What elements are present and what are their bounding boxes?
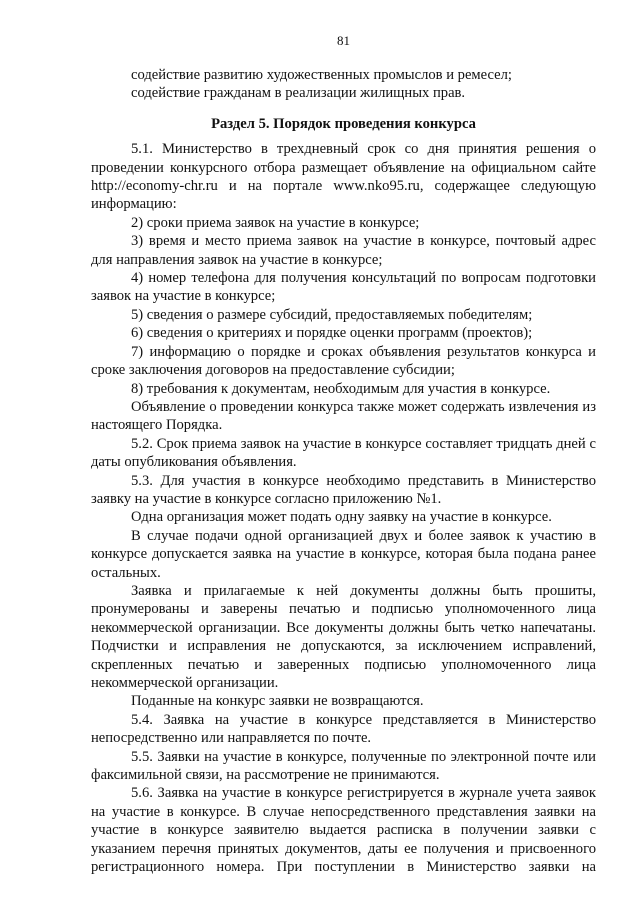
paragraph-not-returned: Поданные на конкурс заявки не возвращаются. <box>131 693 424 710</box>
page-number: 81 <box>337 33 350 48</box>
document-body <box>91 66 596 876</box>
paragraph-5-1: 5.1. Министерство в трехдневный срок со дня принятия решения о проведении конкурсного отбора размещает объявление на официальном сайте http://economy-chr.ru и на портале www.nko95.ru, содержащее следующую информацию: <box>91 141 596 213</box>
paragraph-5-6: 5.6. Заявка на участие в конкурсе регистрируется в журнале учета заявок на участие в конкурсе. В случае непосредственного представления заявки на участие в конкурсе заявителю выдается расписка в получении заявки с указанием перечня принятых документов, даты ее получения и присвоенного регистрационного номера. При поступлении в Министерство заявки на <box>91 785 596 876</box>
paragraph-5-3: 5.3. Для участия в конкурсе необходимо представить в Министерство заявку на участие в конкурсе согласно приложению №1. <box>91 472 596 507</box>
list-item-6: 6) сведения о критериях и порядке оценки программ (проектов); <box>131 325 533 342</box>
paragraph-one-application: Одна организация может подать одну заявку на участие в конкурсе. <box>131 509 552 526</box>
list-item-5: 5) сведения о размере субсидий, предоставляемых победителям; <box>131 306 533 323</box>
list-item-4: 4) номер телефона для получения консультаций по вопросам подготовки заявок на участие в конкурсе; <box>91 270 596 305</box>
paragraph-5-2: 5.2. Срок приема заявок на участие в конкурсе составляет тридцать дней с даты опубликования объявления. <box>91 435 596 471</box>
paragraph-multiple-applications: В случае подачи одной организацией двух и более заявок к участию в конкурсе допускается заявка на участие в конкурсе, которая была подана ранее остальных. <box>91 527 596 581</box>
section-title: Раздел 5. Порядок проведения конкурса <box>211 115 476 132</box>
paragraph-housing: содействие гражданам в реализации жилищных прав. <box>131 85 466 102</box>
list-item-3: 3) время и место приема заявок на участие в конкурсе, почтовый адрес для направления заявок на участие в конкурсе; <box>91 233 596 268</box>
paragraph-crafts: содействие развитию художественных промыслов и ремесел; <box>131 67 512 83</box>
list-item-8: 8) требования к документам, необходимым для участия в конкурсе. <box>131 380 551 397</box>
paragraph-documents-requirements: Заявка и прилагаемые к ней документы должны быть прошиты, пронумерованы и заверены печатью и подписью уполномоченного лица некоммерческой организации. Все документы должны быть четко напечатаны. Подчистки и исправления не допускаются, за исключением исправлений, скрепленных печатью и заверенных подписью уполномоченного лица некоммерческой организации. <box>91 582 596 691</box>
paragraph-5-5: 5.5. Заявки на участие в конкурсе, полученные по электронной почте или факсимильной связи, на рассмотрение не принимаются. <box>91 748 596 784</box>
list-item-2: 2) сроки приема заявок на участие в конкурсе; <box>131 214 420 231</box>
list-item-7: 7) информацию о порядке и сроках объявления результатов конкурса и сроке заключения договоров на предоставление субсидии; <box>91 343 596 379</box>
paragraph-5-4: 5.4. Заявка на участие в конкурсе представляется в Министерство непосредственно или направляется по почте. <box>91 711 596 747</box>
paragraph-extracts: Объявление о проведении конкурса также может содержать извлечения из настоящего Порядка. <box>91 398 596 434</box>
